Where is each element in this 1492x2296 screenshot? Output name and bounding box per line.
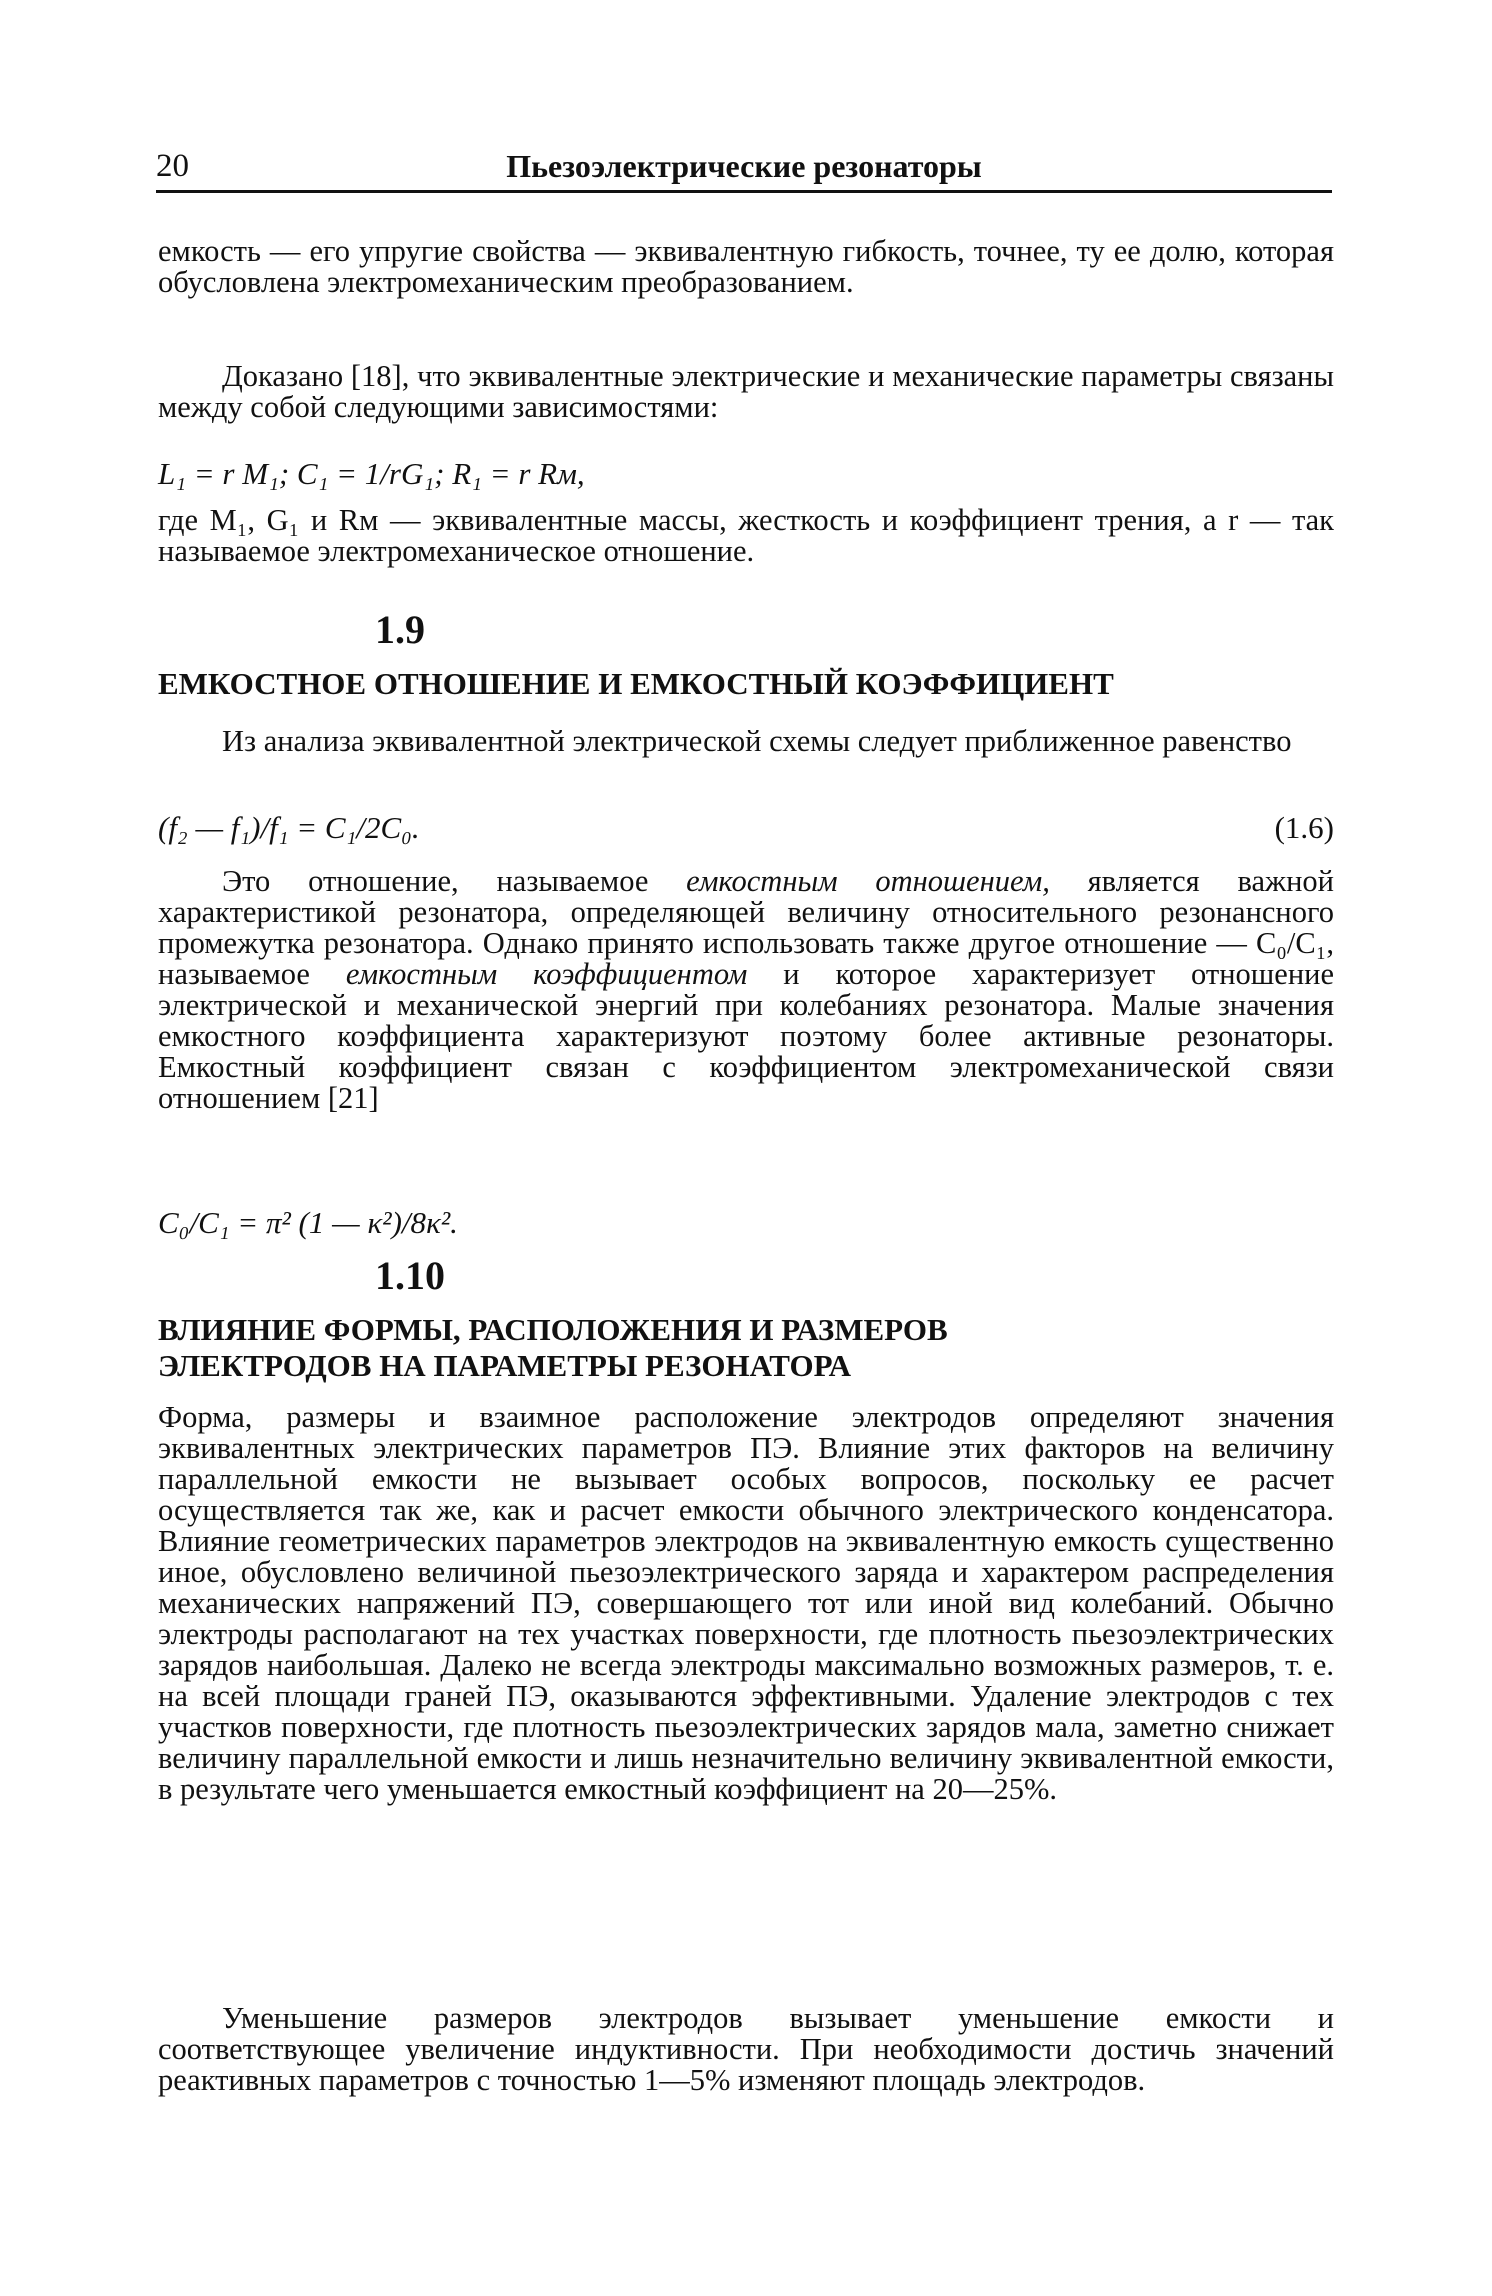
- paragraph-electrodes: [158, 1402, 1334, 1805]
- formula-coupling: C₀/C₁ = π² (1 — κ²)/8κ².: [158, 1205, 458, 1240]
- running-head: [156, 148, 1332, 193]
- term-capacitive-coefficient: емкостным коэффициентом: [345, 957, 748, 991]
- section-title-1-10-line2: ЭЛЕКТРОДОВ НА ПАРАМЕТРЫ РЕЗОНАТОРА: [158, 1348, 852, 1383]
- term-capacitive-ratio: емкостным отношением,: [686, 864, 1050, 898]
- paragraph-5-part2: является важной характеристикой резонатора, определяющей величину относительного резонансного промежутка резонатора. Однако принято использовать также другое отношение — C₀/C₁, называемое: [158, 864, 1334, 991]
- paragraph-proven: [158, 361, 1334, 423]
- paragraph-reduction: [158, 2003, 1334, 2096]
- paragraph-analysis: [158, 726, 1334, 757]
- paragraph-5: [158, 866, 1334, 1114]
- paragraph-3: где M₁, G₁ и Rм — эквивалентные массы, жесткость и коэффициент трения, а r — так называемое электромеханическое отношение.: [158, 503, 1334, 568]
- formula-1-6: [158, 812, 1334, 844]
- paragraph-1: емкость — его упругие свойства — эквивалентную гибкость, точнее, ту ее долю, которая обусловлена электромеханическим преобразованием.: [158, 234, 1334, 299]
- section-title-1-10-line1: ВЛИЯНИЕ ФОРМЫ, РАСПОЛОЖЕНИЯ И РАЗМЕРОВ: [158, 1312, 948, 1347]
- paragraph-where: [158, 505, 1334, 567]
- paragraph-6: Форма, размеры и взаимное расположение электродов определяют значения эквивалентных электрических параметров ПЭ. Влияние этих факторов на величину параллельной емкости не вызывает особых вопросов, поскольку ее расчет осуществляется так же, как и расчет емкости обычного электрического конденсатора. Влияние геометрических параметров электродов на эквивалентную емкость существенно иное, обусловлено величиной пьезоэлектрического заряда и характером распределения механических напряжений ПЭ, совершающего тот или иной вид колебаний. Обычно электроды располагают на тех участках поверхности, где плотность пьезоэлектрических зарядов наибольшая. Далеко не всегда электроды максимально возможных размеров, т. е. на всей площади граней ПЭ, оказываются эффективными. Удаление электродов с тех участков поверхности, где плотность пьезоэлектрических зарядов мала, заметно снижает величину параллельной емкости и лишь незначительно величину эквивалентной емкости, в результате чего уменьшается емкостный коэффициент на 20—25%.: [158, 1400, 1334, 1806]
- paragraph-intro: [158, 236, 1334, 298]
- section-number-1-10: 1.10: [375, 1253, 445, 1298]
- page-number: 20: [156, 148, 189, 184]
- paragraph-5-part1: Это отношение, называемое: [222, 864, 687, 898]
- equation-number: (1.6): [1274, 810, 1334, 845]
- paragraph-4: Из анализа эквивалентной электрической схемы следует приближенное равенство: [222, 724, 1292, 758]
- running-title: Пьезоэлектрические резонаторы: [506, 148, 982, 184]
- section-number-1-9: 1.9: [375, 607, 425, 652]
- paragraph-7: Уменьшение размеров электродов вызывает уменьшение емкости и соответствующее увеличение индуктивности. При необходимости достичь значений реактивных параметров с точностью 1—5% изменяют площадь электродов.: [158, 2001, 1334, 2097]
- formula-1-6-expression: (f₂ — f₁)/f₁ = C₁/2C₀.: [158, 810, 420, 845]
- paragraph-5-part3: и которое характеризует отношение электрической и механической энергий при колебаниях резонатора. Малые значения емкостного коэффициента характеризуют поэтому более активные резонаторы. Емкостный коэффициент связан с коэффициентом электромеханической связи отношением [21]: [158, 957, 1335, 1115]
- paragraph-ratio: [158, 866, 1334, 1114]
- section-title-1-9: ЕМКОСТНОЕ ОТНОШЕНИЕ И ЕМКОСТНЫЙ КОЭФФИЦИЕНТ: [158, 666, 1114, 701]
- paragraph-2: Доказано [18], что эквивалентные электрические и механические параметры связаны между собой следующими зависимостями:: [158, 359, 1334, 424]
- formula-equivalents: L₁ = r M₁; C₁ = 1/rG₁; R₁ = r Rм,: [158, 456, 585, 491]
